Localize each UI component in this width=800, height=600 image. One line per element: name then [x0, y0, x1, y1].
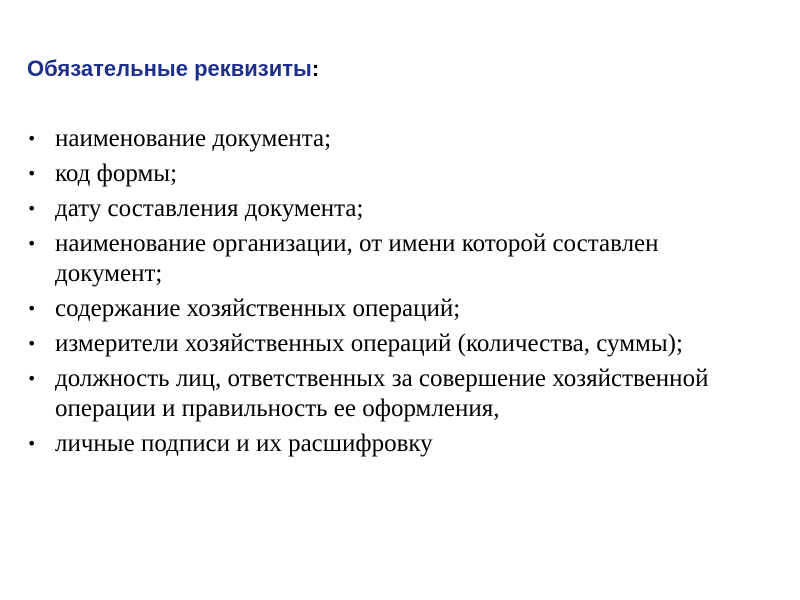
list-item-text: наименование документа; [55, 125, 332, 152]
list-item [27, 329, 767, 359]
slide-title [27, 54, 319, 84]
list-item-text: наименование организации, от имени которой составлен документ; [55, 230, 659, 287]
bullet-icon: • [27, 434, 37, 453]
bullet-icon: • [27, 369, 37, 388]
bullet-icon: • [27, 234, 37, 253]
list-item-text: измерители хозяйственных операций (количества, суммы); [55, 330, 683, 357]
list-item [27, 194, 767, 224]
list-item-text: должность лиц, ответственных за совершение хозяйственной операции и правильность ее оформления, [55, 365, 709, 422]
bullet-icon: • [27, 299, 37, 318]
list-item [27, 364, 767, 424]
requisites-list [27, 124, 767, 464]
list-item [27, 429, 767, 459]
list-item-text: дату составления документа; [55, 195, 364, 222]
bullet-icon: • [27, 129, 37, 148]
list-item [27, 159, 767, 189]
bullet-icon: • [27, 334, 37, 353]
list-item [27, 229, 767, 289]
list-item-text: личные подписи и их расшифровку [55, 430, 433, 457]
list-item-text: код формы; [55, 160, 178, 187]
list-item [27, 124, 767, 154]
list-item [27, 294, 767, 324]
bullet-icon: • [27, 199, 37, 218]
title-colon: : [311, 56, 320, 81]
title-text: Обязательные реквизиты [27, 56, 312, 81]
list-item-text: содержание хозяйственных операций; [55, 295, 461, 322]
bullet-icon: • [27, 164, 37, 183]
